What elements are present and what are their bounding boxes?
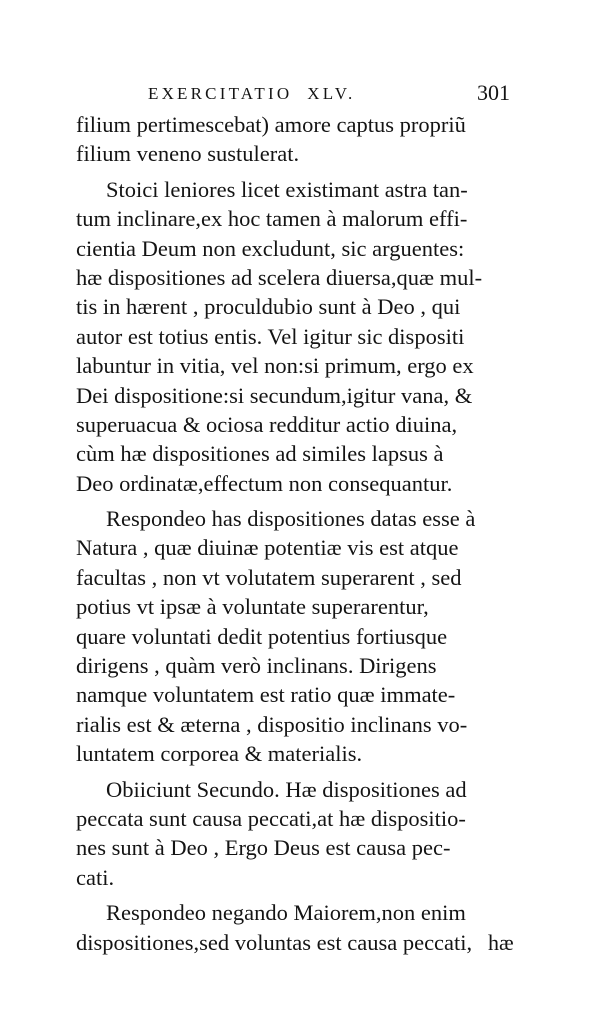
text-line: facultas , non vt volutatem superarent , sed bbox=[76, 564, 462, 590]
text-line: dirigens , quàm verò inclinans. Dirigens bbox=[76, 653, 437, 679]
text-line: labuntur in vitia, vel non:si primum, ergo ex bbox=[76, 353, 474, 379]
text-line: Obiiciunt Secundo. Hæ dispositiones ad bbox=[106, 776, 467, 802]
text-line: cientia Deum non excludunt, sic arguentes: bbox=[76, 235, 465, 261]
text-line: superuacua & ociosa redditur actio diuina, bbox=[76, 411, 458, 437]
text-line: hæ dispositiones ad scelera diuersa,quæ mul- bbox=[76, 264, 483, 290]
text-line: cùm hæ dispositiones ad similes lapsus à bbox=[76, 441, 444, 467]
page-number: 301 bbox=[477, 80, 510, 105]
text-line: luntatem corporea & materialis. bbox=[76, 741, 363, 767]
text-line: tum inclinare,ex hoc tamen à malorum effi- bbox=[76, 206, 468, 232]
text-line: potius vt ipsæ à voluntate superarentur, bbox=[76, 594, 429, 620]
running-head: EXERCITATIO XLV. bbox=[148, 84, 356, 103]
text-line: autor est totius entis. Vel igitur sic dispositi bbox=[76, 323, 465, 349]
text-line: Natura , quæ diuinæ potentiæ vis est atque bbox=[76, 535, 459, 561]
text-line: Stoici leniores licet existimant astra tan- bbox=[106, 176, 468, 202]
text-line: Respondeo has dispositiones datas esse à bbox=[106, 506, 476, 532]
text-line: filium pertimescebat) amore captus propriũ bbox=[76, 112, 466, 137]
text-line: quare voluntati dedit potentius fortiusque bbox=[76, 623, 448, 649]
text-line: nes sunt à Deo , Ergo Deus est causa pec- bbox=[76, 835, 451, 861]
text-line: filium veneno sustulerat. bbox=[76, 141, 300, 167]
text-line: Respondeo negando Maiorem,non enim bbox=[106, 900, 466, 926]
body-text bbox=[76, 110, 530, 957]
text-line: Dei dispositione:si secundum,igitur vana, & bbox=[76, 382, 473, 408]
text-line: Deo ordinatæ,effectum non consequantur. bbox=[76, 470, 453, 496]
catchword: hæ bbox=[488, 930, 514, 955]
text-line: peccata sunt causa peccati,at hæ dispositio- bbox=[76, 805, 466, 831]
text-line: namque voluntatem est ratio quæ immate- bbox=[76, 682, 456, 708]
text-line: cati. bbox=[76, 864, 115, 890]
text-line: rialis est & æterna , dispositio inclinans vo- bbox=[76, 711, 468, 737]
text-line: tis in hærent , proculdubio sunt à Deo , qui bbox=[76, 294, 461, 320]
text-line: dispositiones,sed voluntas est causa peccati, bbox=[76, 929, 473, 955]
